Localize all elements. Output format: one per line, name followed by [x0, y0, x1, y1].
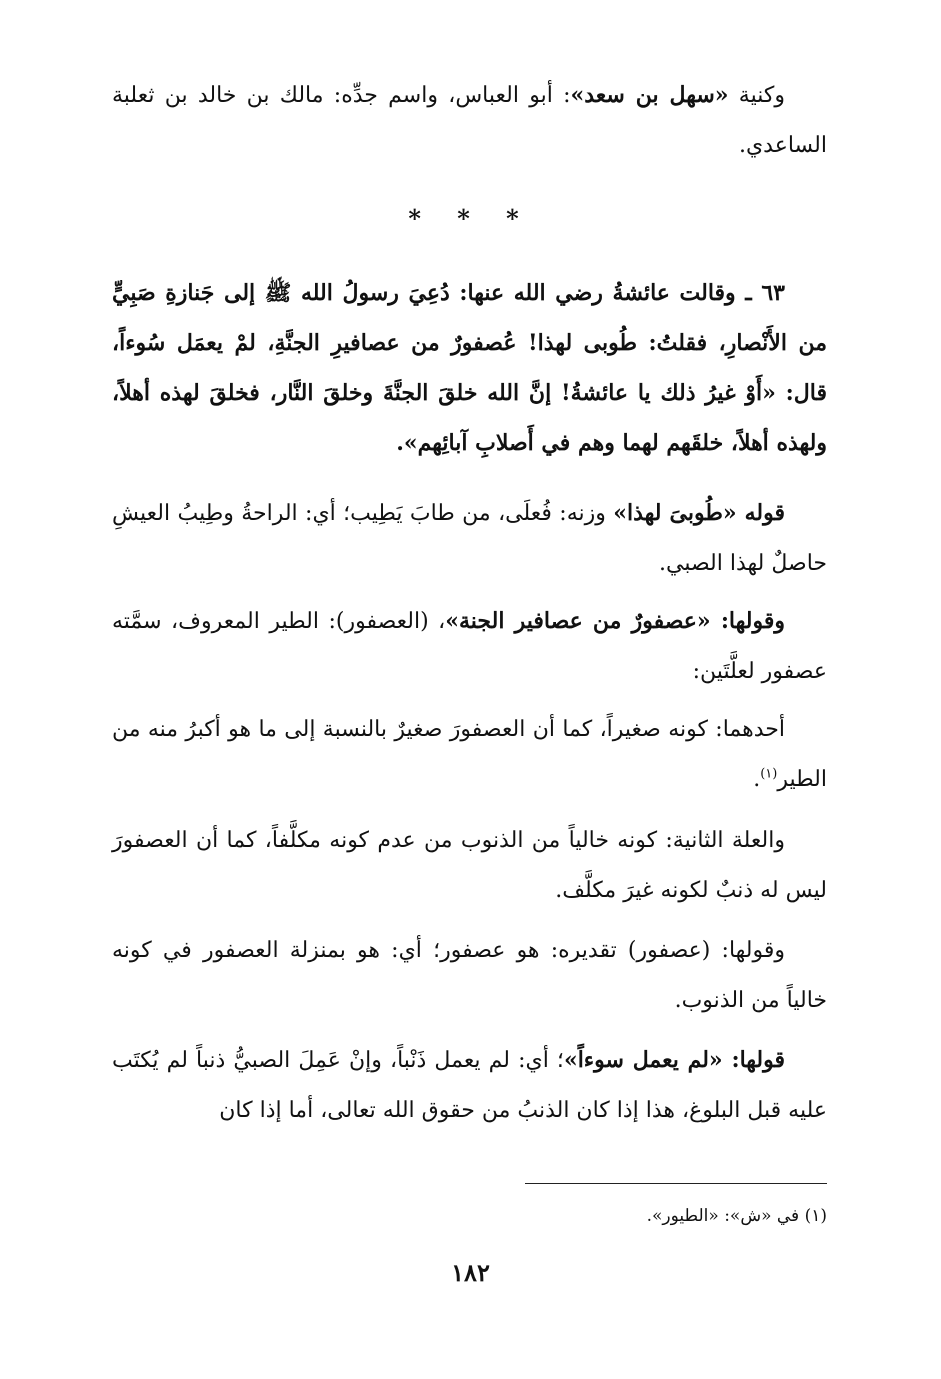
p3-text: أحدهما: كونه صغيراً، كما أن العصفورَ صغيرٌ بالنسبة إلى ما هو أكبرُ منه من الطير — [112, 717, 827, 792]
p2-bold-quote: وقولها: «عصفورٌ من عصافير الجنة» — [445, 608, 785, 634]
intro-text-after: : أبو العباس، واسم جدِّه: مالك بن خالد بن ثعلبة الساعدي. — [112, 83, 827, 158]
footnote-reference[interactable]: (١) — [760, 766, 778, 782]
footnote: (١) في «ش»: «الطيور». — [646, 1206, 827, 1226]
hadith-paragraph — [112, 268, 827, 468]
footnote-divider — [525, 1183, 827, 1184]
commentary-paragraph-6 — [112, 1035, 827, 1136]
intro-text-before: وكنية — [728, 83, 785, 108]
section-separator: * * * — [408, 204, 533, 233]
commentary-paragraph-5 — [112, 926, 827, 1026]
p5-text: وقولها: (عصفور) تقديره: هو عصفور؛ أي: هو بمنزلة العصفور في كونه خالياً من الذنوب. — [112, 938, 827, 1013]
hadith-text: ٦٣ ـ وقالت عائشةُ رضي الله عنها: دُعِيَ رسولُ الله ﷺ إلى جَنازةِ صَبِيٍّ من الأَنْصارِ، فقلتُ: طُوبى لهذا! عُصفورٌ من عصافيرِ الجنَّةِ، لمْ يعمَل سُوءاً، قال: «أَوْ غيرُ ذلك يا عائشةُ! إنَّ الله خلقَ الجنَّةَ وخلقَ النَّار، فخلقَ لهذه أهلاً، ولهذه أهلاً، خلقَهم لهما وهم في أَصلابِ آبائِهم». — [112, 280, 827, 456]
p1-bold-quote: قوله «طُوبىَ لهذا» — [613, 500, 786, 526]
p1-text: وزنه: فُعلَى، من طابَ يَطِيب؛ أي: الراحةُ وطِيبُ العيشِ حاصلٌ لهذا الصبي. — [112, 501, 827, 576]
commentary-paragraph-1 — [112, 488, 827, 589]
p2-text: ، (العصفور): الطير المعروف، سمَّته عصفور لعلَّتَين: — [112, 609, 827, 684]
commentary-paragraph-2 — [112, 596, 827, 697]
p6-bold-quote: قولها: «لم يعمل سوءاً» — [563, 1047, 785, 1073]
commentary-paragraph-4 — [112, 816, 827, 916]
p3-end: . — [753, 767, 761, 792]
commentary-paragraph-3 — [112, 705, 827, 805]
p6-text: ؛ أي: لم يعمل ذَنْباً، وإنْ عَمِلَ الصبيُّ ذنباً لم يُكتَب عليه قبل البلوغ، هذا إذا كان الذنبُ من حقوق الله تعالى، أما إذا كان — [112, 1048, 827, 1123]
page-number: ١٨٢ — [451, 1258, 490, 1287]
intro-paragraph — [112, 70, 827, 171]
intro-bold-name: «سهل بن سعد» — [570, 82, 729, 108]
p4-text: والعلة الثانية: كونه خالياً من الذنوب من عدم كونه مكلَّفاً، كما أن العصفورَ ليس له ذنبٌ لكونه غيرَ مكلَّف. — [112, 828, 827, 903]
